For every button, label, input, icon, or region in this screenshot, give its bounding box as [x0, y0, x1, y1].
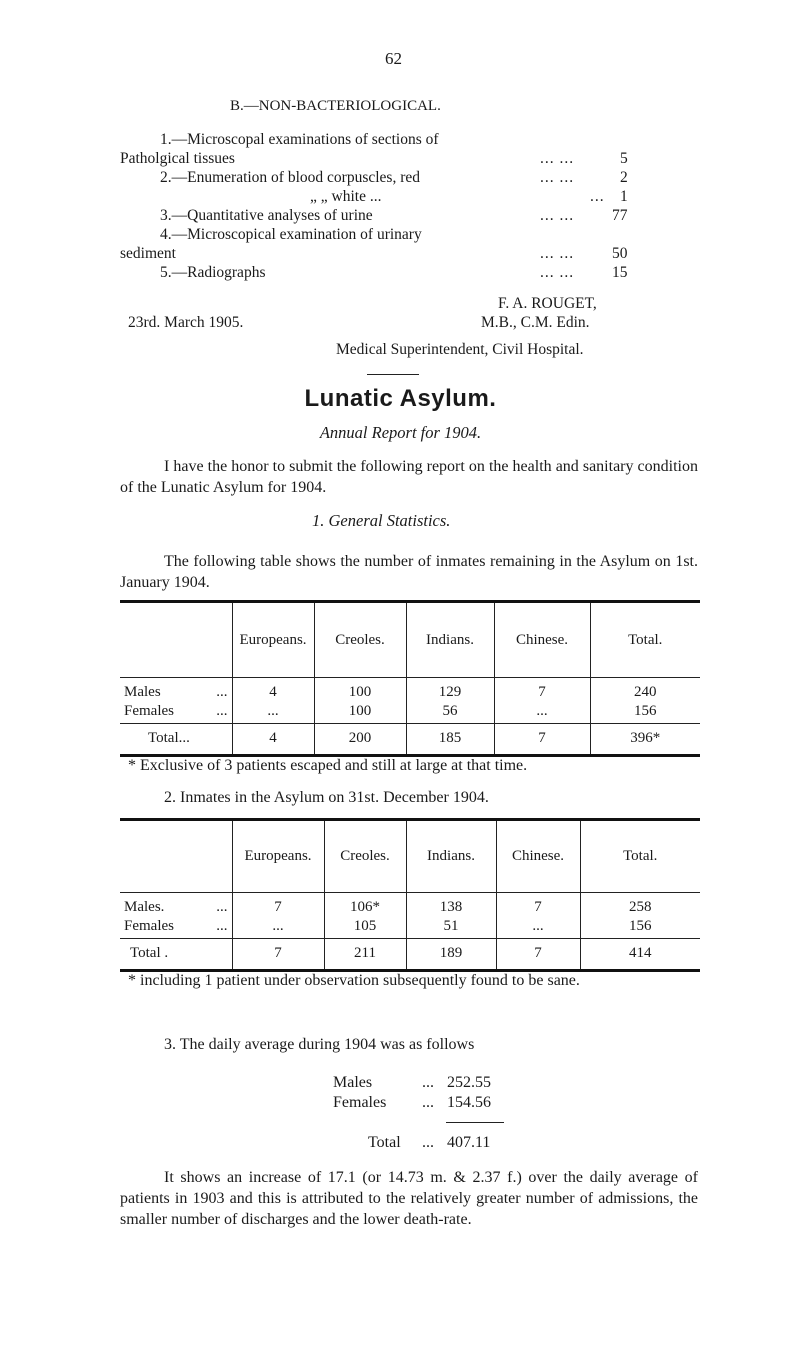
table-1-footnote: * Exclusive of 3 patients escaped and still at large at that time.: [128, 757, 528, 774]
sec3-value-males: 252.55: [447, 1074, 491, 1091]
signature-name: F. A. ROUGET,: [498, 295, 597, 312]
table-cell: 106*: [324, 893, 406, 917]
sum-line: [446, 1122, 504, 1123]
row-label: Males.: [124, 899, 165, 915]
item-5-dots: ... ...: [540, 264, 575, 281]
table-cell: 156: [580, 916, 700, 938]
table-1-header: Total.: [590, 602, 700, 678]
table-cell: 414: [580, 938, 700, 970]
signature-title: Medical Superintendent, Civil Hospital.: [336, 341, 584, 358]
table-1-corner: [120, 602, 232, 678]
table-cell: 100: [314, 678, 406, 702]
row-dots: ...: [216, 918, 228, 935]
item-4-value: 50: [612, 245, 628, 262]
section-1-heading: 1. General Statistics.: [312, 511, 451, 530]
table-cell: 4: [232, 678, 314, 702]
total-label: Total .: [130, 945, 169, 961]
table-cell: 4: [232, 723, 314, 755]
sec3-value-females: 154.56: [447, 1094, 491, 1111]
item-4-line1: 4.—Microscopical examination of urinary: [160, 226, 422, 243]
table-2-header: Indians.: [406, 820, 496, 893]
signature-date: 23rd. March 1905.: [128, 314, 244, 331]
table-1-header: Creoles.: [314, 602, 406, 678]
section-3-heading: 3. The daily average during 1904 was as follows: [164, 1036, 475, 1053]
table-cell: 51: [406, 916, 496, 938]
table-1: [120, 600, 700, 757]
table-cell: 240: [590, 678, 700, 702]
table-2-corner: [120, 820, 232, 893]
row-label: Females: [124, 918, 174, 935]
separator-line: [367, 374, 419, 375]
item-1-dots: ... ...: [540, 150, 575, 167]
table-total-row: [120, 723, 700, 755]
table-2-header: Creoles.: [324, 820, 406, 893]
table-cell: ...: [496, 916, 580, 938]
table-cell: 156: [590, 701, 700, 723]
item-2b-line1: „ „ white ...: [310, 188, 382, 205]
section-b-heading: B.—NON-BACTERIOLOGICAL.: [230, 98, 441, 114]
total-dots: ...: [178, 730, 190, 746]
table-2-header: Europeans.: [232, 820, 324, 893]
table-1-header: Europeans.: [232, 602, 314, 678]
table-cell: 396*: [590, 723, 700, 755]
table-cell: 200: [314, 723, 406, 755]
sec3-label-females: Females: [333, 1094, 387, 1111]
row-dots: ...: [216, 684, 228, 700]
item-2-dots: ... ...: [540, 169, 575, 186]
asylum-intro: I have the honor to submit the following report on the health and sanitary condition of the Lunatic Asylum for 1904.: [120, 458, 698, 496]
sec3-value-total: 407.11: [447, 1134, 491, 1151]
row-dots: ...: [216, 899, 228, 915]
table-cell: 7: [494, 723, 590, 755]
item-1-value: 5: [620, 150, 628, 167]
section-2-heading: 2. Inmates in the Asylum on 31st. December 1904.: [164, 789, 489, 806]
table-cell: 7: [496, 938, 580, 970]
table-2: [120, 818, 700, 972]
table-total-row: [120, 938, 700, 970]
page-number: 62: [385, 49, 402, 68]
conclusion-text: It shows an increase of 17.1 (or 14.73 m. & 2.37 f.) over the daily average of patients in 1903 and this is attributed to the relatively greater number of admissions, the smaller number of discharges and the lower death-rate.: [120, 1169, 698, 1228]
table-cell: 138: [406, 893, 496, 917]
asylum-title: Lunatic Asylum.: [304, 385, 497, 412]
item-2-line1: 2.—Enumeration of blood corpuscles, red: [160, 169, 420, 186]
row-label: Females: [124, 703, 174, 720]
signature-quals: M.B., C.M. Edin.: [481, 314, 590, 331]
sec3-label-males: Males: [333, 1074, 373, 1091]
table-cell: 189: [406, 938, 496, 970]
row-dots: ...: [216, 703, 228, 720]
table-cell: 105: [324, 916, 406, 938]
table-2-header: Total.: [580, 820, 700, 893]
item-4-line2: sediment: [120, 245, 176, 262]
table-cell: 56: [406, 701, 494, 723]
asylum-subtitle: Annual Report for 1904.: [319, 423, 482, 442]
item-1-line2: Patholgical tissues: [120, 150, 235, 167]
table-cell: 7: [232, 938, 324, 970]
item-4-dots: ... ...: [540, 245, 575, 262]
table-1-header: Indians.: [406, 602, 494, 678]
table-cell: 211: [324, 938, 406, 970]
table-cell: 100: [314, 701, 406, 723]
table-cell: 7: [232, 893, 324, 917]
table-cell: 185: [406, 723, 494, 755]
item-5-line1: 5.—Radiographs: [160, 264, 266, 281]
table-2-footnote: * including 1 patient under observation subsequently found to be sane.: [128, 972, 580, 989]
item-3-dots: ... ...: [540, 207, 575, 224]
item-5-value: 15: [612, 264, 628, 281]
sec3-dots-females: ...: [422, 1094, 434, 1111]
table-2-header: Chinese.: [496, 820, 580, 893]
sec3-dots-total: ...: [422, 1134, 434, 1151]
item-2-value: 2: [620, 169, 628, 186]
table-1-header: Chinese.: [494, 602, 590, 678]
table-cell: ...: [232, 701, 314, 723]
item-3-line1: 3.—Quantitative analyses of urine: [160, 207, 373, 224]
item-1-line1: 1.—Microscopal examinations of sections of: [160, 131, 439, 148]
table-cell: 7: [494, 678, 590, 702]
table-cell: ...: [232, 916, 324, 938]
table-cell: ...: [494, 701, 590, 723]
table-cell: 258: [580, 893, 700, 917]
section-1-text: The following table shows the number of inmates remaining in the Asylum on 1st. January 1904.: [120, 553, 698, 591]
sec3-dots-males: ...: [422, 1074, 434, 1091]
total-label: Total: [148, 730, 179, 746]
item-2b-value: 1: [620, 188, 628, 205]
table-row: [120, 893, 700, 917]
table-row: [120, 701, 700, 723]
row-label: Males: [124, 684, 161, 700]
item-2b-dots: ...: [590, 188, 605, 205]
table-row: [120, 678, 700, 702]
item-3-value: 77: [612, 207, 628, 224]
table-cell: 129: [406, 678, 494, 702]
table-row: [120, 916, 700, 938]
sec3-label-total: Total: [368, 1134, 401, 1151]
table-cell: 7: [496, 893, 580, 917]
